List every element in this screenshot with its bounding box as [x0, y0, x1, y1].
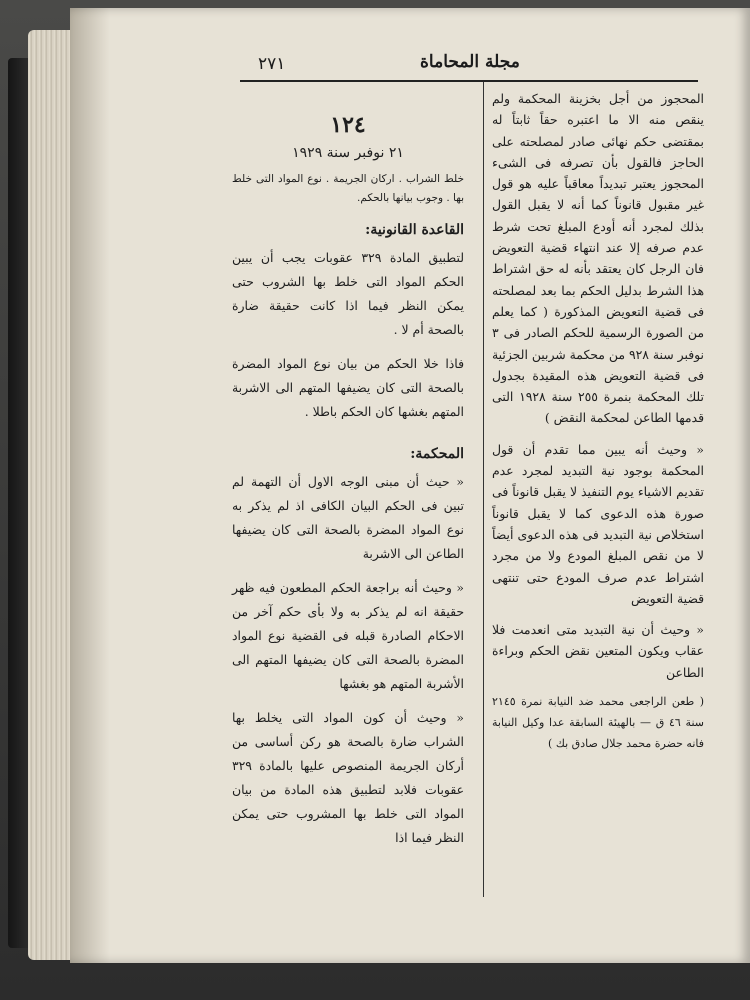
paragraph: فاذا خلا الحكم من بيان نوع المواد المضرة بالصحة التى كان يضيفها المتهم الى الاشربة المتهم بغشها كان الحكم باطلا . [232, 356, 464, 419]
page-number: ٢٧١ [258, 54, 286, 74]
paragraph: « وحيث أن نية التبديد متى انعدمت فلا عقاب ويكون المتعين نقض الحكم وبراءة الطاعن [492, 622, 704, 680]
paragraph: لتطبيق المادة ٣٢٩ عقوبات يجب أن يبين الحكم المواد التى خلط بها الشروب حتى يمكن النظر فيما اذا كانت حقيقة ضارة بالصحة أم لا . [232, 250, 464, 337]
paragraph: « وحيث أنه براجعة الحكم المطعون فيه ظهر حقيقة انه لم يذكر به ولا بأى حكم آخر من الاحكام الصادرة قبله فى القضية نوع المواد المضرة بالصحة التى كان يضيفها المتهم الى الأشربة المتهم هو بغشها [232, 580, 464, 691]
paragraph: « وحيث أنه يبين مما تقدم أن قول المحكمة بوجود نية التبديد لمجرد عدم تقديم الاشياء يوم التنفيذ لا يقبل قانوناً فى صورة هذه الدعوى كما لا يقبل قانوناً استخلاص نية التبديد فى هذه الدعوى أيضاً لا من نقص المبلغ المودع ولا من مجرد اشتراط عدم صرف المودع حتى تنتهى قضية التعويض [492, 441, 704, 606]
gutter-shadow [70, 8, 110, 963]
paragraph: « حيث أن مبنى الوجه الاول أن التهمة لم تبين فى الحكم البيان الكافى اذ لم يذكر به نوع المواد المضرة بالصحة التى كان يضيفها الطاعن الى الاشربة [232, 474, 464, 561]
journal-title: مجلة المحاماة [420, 52, 520, 72]
page-header [240, 52, 698, 82]
court-section-title: المحكمة: [410, 446, 464, 462]
column-divider [483, 82, 484, 897]
right-column [492, 88, 704, 754]
case-number: ١٢٤ [330, 112, 366, 138]
case-citation-note: ( طعن الراجعى محمد ضد النيابة نمرة ٢١٤٥ سنة ٤٦ ق — بالهيئة السابقة عدا وكيل النيابة فانه حضرة محمد جلال صادق بك ) [492, 695, 704, 751]
case-date: ٢١ نوفبر سنة ١٩٢٩ [292, 145, 404, 161]
legal-rule-title: القاعدة القانونية: [365, 222, 464, 238]
paragraph: المحجوز من أجل بخزينة المحكمة ولم ينقص منه الا ما اعتبره حقاً ثابتاً له بمقتضى حكم نهائى صادر لمصلحته على الحاجز فالقول بأن تصرفه فى الشىء المحجوز يعتبر تبديداً معاقباً عليه هو قول غير مقبول قانوناً كما أنه لا يقبل القول بذلك لمجرد أنه أودع المبلغ تحت شرط عدم صرفه إلا عند انتهاء قضية التعويض فان الرجل كان يعتقد بأنه له حق اشتراط هذا الشرط بدليل الحكم بما بعد لمصلحته فى قضية التعويض المذكورة ( كما يعلم من الصورة الرسمية للحكم الصادر فى ٣ نوفبر سنة ٩٢٨ من محكمة شربين الجزئية فى قضية التعويض هذه المقيدة بجدول تلك المحكمة بنمرة ٢٥٥ سنة ١٩٢٨ التى قدمها الطاعن لمحكمة النقض ) [492, 91, 704, 426]
case-keywords: خلط الشراب . اركان الجريمة . نوع المواد التى خلط بها . وجوب بيانها بالحكم. [232, 173, 464, 204]
paragraph: « وحيث أن كون المواد التى يخلط بها الشراب ضارة بالصحة هو ركن أساسى من أركان الجريمة المنصوص عليها بالمادة ٣٢٩ عقوبات فلابد لتطبيق هذه المادة من بيان المواد التى خلط بها المشروب حتى يمكن النظر فيما اذا [232, 710, 464, 845]
left-column [232, 110, 464, 850]
